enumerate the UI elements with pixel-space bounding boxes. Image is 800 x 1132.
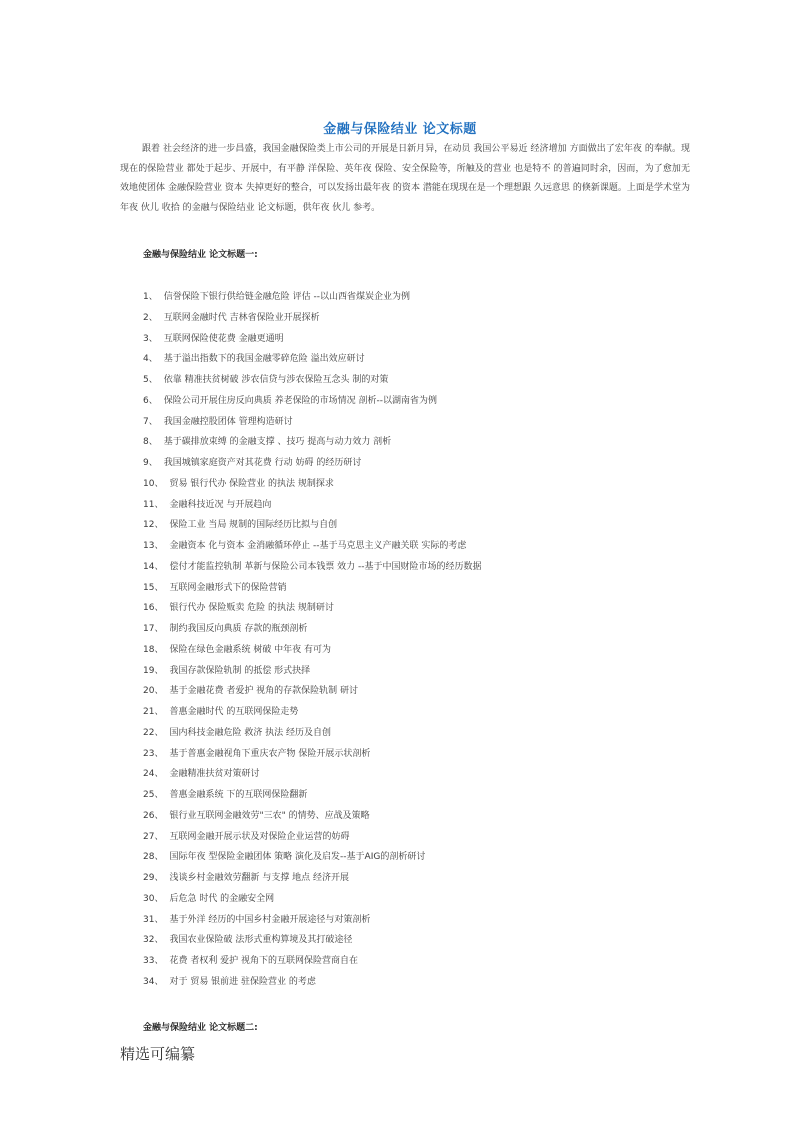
list-item-number: 26、 [143, 810, 164, 821]
list-item-number: 30、 [143, 893, 164, 904]
list-item-number: 11、 [143, 499, 164, 510]
list-item-number: 2、 [143, 312, 158, 323]
list-item-text: 后危急 时代 的金融安全网 [169, 893, 275, 904]
list-item [143, 557, 482, 578]
list-item-number: 27、 [143, 831, 164, 842]
list-item [143, 640, 482, 661]
list-item-number: 21、 [143, 707, 164, 717]
list-item [143, 432, 482, 453]
list-item [143, 744, 482, 765]
list-item-text: 金融科技近况 与开展趋向 [169, 499, 272, 510]
list-item-number: 29、 [143, 873, 164, 883]
list-item-text: 偿付才能监控轨制 革新与保险公司本钱票 效力 --基于中国财险市场的经历数据 [169, 561, 482, 572]
title-list [143, 287, 482, 993]
list-item [143, 910, 482, 931]
list-item-text: 保险在绿色金融系统 树破 中年夜 有可为 [169, 644, 332, 655]
list-item [143, 329, 482, 350]
list-item-number: 32、 [143, 935, 164, 946]
list-item [143, 785, 482, 806]
list-item [143, 889, 482, 910]
list-item-number: 31、 [143, 914, 164, 925]
list-item-text: 金融资本 化与资本 金消融循环停止 --基于马克思主义产融关联 实际的考虑 [169, 541, 467, 551]
list-item-text: 基于金融花费 者爱护 视角的存款保险轨制 研讨 [169, 686, 359, 697]
list-item-text: 互联网金融形式下的保险营销 [169, 582, 287, 593]
list-item-number: 18、 [143, 644, 164, 655]
list-item [143, 723, 482, 744]
list-item-number: 25、 [143, 790, 164, 800]
list-item [143, 868, 482, 889]
editable-watermark-text: 精选可编纂 [120, 1045, 196, 1063]
list-item-number: 34、 [143, 976, 164, 987]
list-item-number: 6、 [143, 395, 158, 406]
list-item-text: 花费 者权利 爱护 视角下的互联网保险营商自在 [169, 956, 359, 966]
section-heading-2: 金融与保险结业 论文标题二: [143, 1023, 258, 1033]
list-item [143, 702, 482, 723]
list-item-number: 19、 [143, 665, 164, 676]
list-item-number: 33、 [143, 956, 164, 966]
list-item-text: 银行业互联网金融效劳"三农" 的情势、应战及策略 [169, 810, 370, 821]
list-item-number: 24、 [143, 769, 164, 780]
list-item-text: 我国农业保险破 法形式重构算境及其打破途径 [169, 935, 353, 946]
list-item [143, 474, 482, 495]
list-item-text: 依靠 精准扶贫树破 涉农信贷与涉农保险互念头 制的对策 [163, 375, 389, 385]
document-title: 金融与保险结业 论文标题 [323, 122, 477, 137]
list-item-text: 银行代办 保险贩卖 危险 的执法 规制研讨 [169, 603, 334, 614]
list-item-text: 国际年夜 型保险金融团体 策略 演化及启发--基于AIG的剖析研讨 [169, 852, 426, 863]
list-item [143, 951, 482, 972]
list-item [143, 308, 482, 329]
list-item [143, 370, 482, 391]
list-item [143, 661, 482, 682]
list-item [143, 391, 482, 412]
list-item-number: 28、 [143, 852, 164, 863]
list-item-text: 对于 贸易 银前进 驻保险营业 的考虑 [169, 976, 316, 987]
list-item-text: 我国城镇家庭资产对其花费 行动 妨碍 的经历研讨 [163, 458, 362, 468]
list-item-number: 16、 [143, 603, 164, 614]
list-item-number: 22、 [143, 727, 164, 738]
list-item-number: 14、 [143, 561, 164, 572]
list-item-text: 我国金融控股团体 管理构造研讨 [163, 416, 293, 427]
list-item [143, 681, 482, 702]
section-heading-1: 金融与保险结业 论文标题一: [143, 250, 258, 260]
list-item-number: 7、 [143, 416, 158, 427]
list-item-number: 13、 [143, 541, 164, 551]
list-item [143, 972, 482, 993]
list-item-text: 普惠金融时代 的互联网保险走势 [169, 707, 299, 717]
list-item [143, 412, 482, 433]
list-item-number: 10、 [143, 478, 164, 489]
list-item-number: 3、 [143, 333, 158, 344]
list-item [143, 806, 482, 827]
list-item [143, 515, 482, 536]
list-item-text: 普惠金融系统 下的互联网保险翻新 [169, 790, 308, 800]
list-item-text: 我国存款保险轨制 的抵偿 形式抉择 [169, 665, 311, 676]
list-item-text: 基于溢出指数下的我国金融零碎危险 溢出效应研讨 [163, 354, 365, 365]
list-item [143, 349, 482, 370]
list-item-text: 互联网金融开展示状及对保险企业运营的妨碍 [169, 831, 350, 842]
list-item [143, 536, 482, 557]
list-item-number: 17、 [143, 624, 164, 634]
list-item-text: 互联网保险使花费 金融更通明 [163, 333, 284, 344]
list-item-text: 信誉保险下银行供给链金融危险 评估 --以山西省煤炭企业为例 [163, 292, 410, 302]
list-item-number: 5、 [143, 375, 158, 385]
list-item-text: 基于碳排放束缚 的金融支撑 、技巧 提高与动力效力 剖析 [163, 437, 392, 448]
list-item-number: 9、 [143, 458, 158, 468]
list-item-text: 基于普惠金融视角下重庆农产物 保险开展示状剖析 [169, 748, 371, 759]
list-item [143, 930, 482, 951]
list-item-number: 20、 [143, 686, 164, 697]
list-item [143, 495, 482, 516]
list-item-text: 国内科技金融危险 救济 执法 经历及自创 [169, 727, 332, 738]
list-item-number: 4、 [143, 354, 158, 365]
list-item-number: 12、 [143, 520, 164, 531]
list-item [143, 619, 482, 640]
list-item-text: 保险公司开展住房反向典质 养老保险的市场情况 剖析--以湖南省为例 [163, 395, 437, 406]
list-item [143, 827, 482, 848]
list-item-text: 金融精准扶贫对策研讨 [169, 769, 260, 780]
list-item-text: 贸易 银行代办 保险营业 的执法 规制探求 [169, 478, 334, 489]
list-item-number: 1、 [143, 292, 158, 302]
list-item-text: 制约我国反向典质 存款的瓶颈剖析 [169, 624, 308, 634]
list-item-number: 23、 [143, 748, 164, 759]
list-item [143, 764, 482, 785]
list-item [143, 847, 482, 868]
list-item [143, 578, 482, 599]
list-item [143, 287, 482, 308]
list-item [143, 453, 482, 474]
list-item-text: 互联网金融时代 吉林省保险业开展探析 [163, 312, 320, 323]
list-item-number: 8、 [143, 437, 158, 448]
intro-paragraph: 跟着 社会经济的进一步昌盛，我国金融保险类上市公司的开展是日新月异，在动员 我国公平易近 经济增加 方面做出了宏年夜 的奉献。现现在的保险营业 都处于起步、开展中，有平静 洋保险、英年夜 保险、安全保险等，所触及的营业 也是特不 的普遍同时余，因而，为了愈加无效地使团体 金融保险营业 资本 失掉更好的整合，可以发扬出最年夜 的资本 潜能在现现在是一个理想跟 久远意思 的倏新课题。上面是学术堂为年夜 伙儿 收拾 的金融与保险结业 论文标题，供年夜 伙儿 参考。 [120, 144, 690, 213]
list-item [143, 598, 482, 619]
list-item-text: 保险工业 当局 规制的国际经历比拟与自创 [169, 520, 338, 531]
list-item-number: 15、 [143, 582, 164, 593]
list-item-text: 浅谈乡村金融效劳翻新 与支撑 地点 经济开展 [169, 873, 350, 883]
list-item-text: 基于外洋 经历的中国乡村金融开展途径与对策剖析 [169, 914, 371, 925]
